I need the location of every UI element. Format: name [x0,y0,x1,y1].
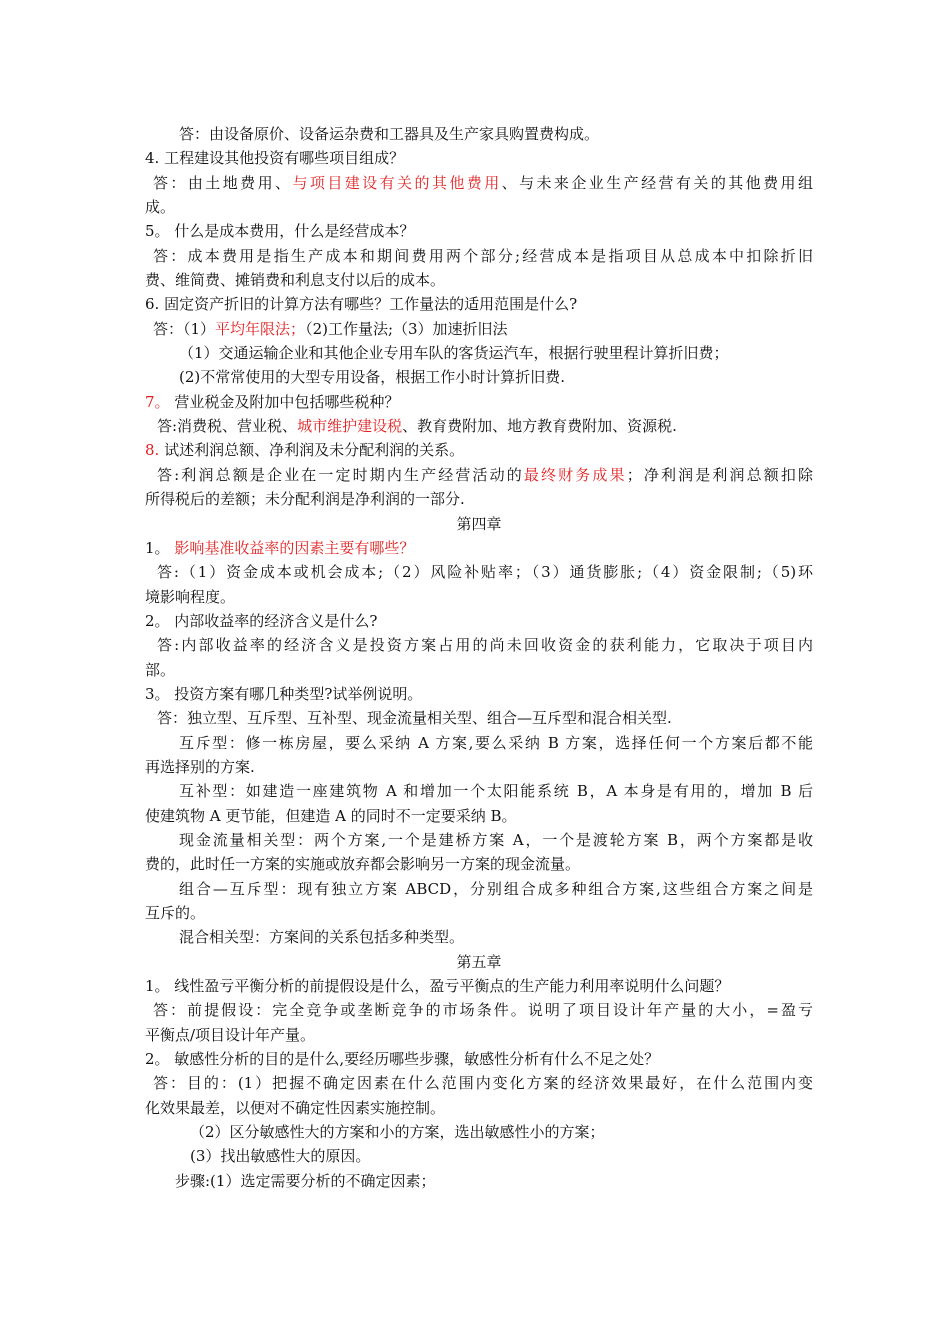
text-run: 费的，此时任一方案的实施或放弃都会影响另一方案的现金流量。 [145,855,581,874]
text-run: 组合—互斥型：现有独立方案 ABCD，分别组合成多种组合方案,这些组合方案之间是 [179,879,813,898]
text-line [145,852,813,876]
text-line [145,1047,813,1071]
text-run: （2)工作量法;（3）加速折旧法 [305,319,508,338]
text-run: （2）区分敏感性大的方案和小的方案，选出敏感性小的方案； [190,1123,605,1142]
text-line [145,1169,813,1193]
text-run: 所得税后的差额；未分配利润是净利润的一部分. [145,490,465,509]
text-line [145,633,813,657]
text-run: 2。 内部收益率的经济含义是什么? [145,611,378,630]
text-run: (3）找出敏感性大的原因。 [190,1147,371,1166]
text-line [145,171,813,195]
text-run: 答：由设备原价、设备运杂费和工器具及生产家具购置费构成。 [179,125,600,143]
text-run: 答:利润总额是企业在一定时期内生产经营活动的 [157,465,524,484]
text-line [145,268,813,292]
text-run: 部。 [145,660,176,679]
text-run: 、教育费附加、地方教育费附加、资源税. [402,417,677,436]
text-run: 再选择别的方案. [145,757,255,776]
text-line [145,560,813,584]
highlighted-text: 7。 [145,392,170,411]
text-line [145,341,813,365]
text-line [145,706,813,730]
text-run: 答：（1） [153,319,216,338]
text-run: 答：前提假设：完全竞争或垄断竞争的市场条件。说明了项目设计年产量的大小，=盈亏 [153,1001,813,1020]
text-line [145,463,813,487]
text-run: ；净利润是利润总额扣除 [626,465,813,484]
text-run: 第四章 [456,514,502,533]
text-line [145,1023,813,1047]
text-run: 答：成本费用是指生产成本和期间费用两个部分;经营成本是指项目从总成本中扣除折旧 [153,246,813,265]
text-run: 答：由土地费用、 [153,173,293,192]
text-run: 化效果最差，以便对不确定性因素实施控制。 [145,1098,446,1117]
text-run: 互斥的。 [145,904,206,922]
text-run: 1。 线性盈亏平衡分析的前提假设是什么，盈亏平衡点的生产能力利用率说明什么问题？ [145,977,730,996]
text-line [145,585,813,609]
text-line [145,1144,813,1168]
text-run: 混合相关型：方案间的关系包括多种类型。 [179,928,465,947]
text-line [145,609,813,633]
text-line [145,755,813,779]
text-line [145,244,813,268]
text-run: （1）交通运输企业和其他企业专用车队的客货运汽车，根据行驶里程计算折旧费； [179,344,729,363]
text-line [145,828,813,852]
chapter-heading [145,512,813,536]
text-run: (2)不常常使用的大型专用设备，根据工作小时计算折旧费. [179,368,566,387]
text-line [145,682,813,706]
text-run: 互补型：如建造一座建筑物 A 和增加一个太阳能系统 B，A 本身是有用的，增加 B 后 [179,782,813,801]
text-line [145,122,813,146]
text-line [145,390,813,414]
text-run: 试述利润总额、净利润及未分配利润的关系。 [159,441,465,460]
text-line [145,1071,813,1095]
highlighted-text: 影响基准收益率的因素主要有哪些？ [174,538,415,557]
text-run: 答：目的：(1）把握不确定因素在什么范围内变化方案的经济效果最好，在什么范围内变 [153,1074,813,1093]
text-line [145,1120,813,1144]
text-run: 答:（1）资金成本或机会成本;（2）风险补贴率；（3）通货膨胀;（4）资金限制;（5)环 [157,563,813,582]
text-line [145,219,813,243]
text-run: 互斥型：修一栋房屋，要么采纳 A 方案,要么采纳 B 方案，选择任何一个方案后都不能 [179,733,813,752]
text-run: 4. 工程建设其他投资有哪些项目组成？ [145,149,405,168]
text-line [145,146,813,170]
text-line [145,487,813,511]
text-line [145,998,813,1022]
highlighted-text: 8. [145,441,160,460]
text-run: 成。 [145,198,176,217]
highlighted-text: 城市维护建设税 [297,417,403,436]
text-line [145,877,813,901]
text-run: 步骤:(1）选定需要分析的不确定因素； [175,1171,436,1190]
text-run: 使建筑物 A 更节能，但建造 A 的同时不一定要采纳 B。 [145,806,517,825]
text-line [145,365,813,389]
text-run: 境影响程度。 [145,587,236,606]
chapter-heading [145,950,813,974]
text-line [145,195,813,219]
text-line [145,536,813,560]
text-line [145,317,813,341]
text-line [145,658,813,682]
highlighted-text: 与项目建设有关的其他费用 [292,173,502,192]
text-line [145,804,813,828]
text-run: 平衡点/项目设计年产量。 [145,1025,316,1044]
text-run: 2。 敏感性分析的目的是什么,要经历哪些步骤，敏感性分析有什么不足之处？ [145,1050,660,1069]
text-run: 第五章 [456,952,502,971]
text-line [145,414,813,438]
text-line [145,925,813,949]
text-run: 答:内部收益率的经济含义是投资方案占用的尚未回收资金的获利能力，它取决于项目内 [157,636,813,655]
text-run: 、与未来企业生产经营有关的其他费用组 [501,173,813,192]
text-line [145,731,813,755]
text-run: 答:消费税、营业税、 [157,417,298,436]
text-line [145,292,813,316]
text-run: 3。 投资方案有哪几种类型?试举例说明。 [145,684,423,703]
text-run: 现金流量相关型：两个方案,一个是建桥方案 A，一个是渡轮方案 B，两个方案都是收 [179,830,813,849]
text-line [145,438,813,462]
text-line [145,901,813,925]
text-line [145,779,813,803]
text-line [145,974,813,998]
text-run: 营业税金及附加中包括哪些税种？ [169,392,400,411]
highlighted-text: 平均年限法； [215,319,306,338]
highlighted-text: 最终财务成果 [523,465,627,484]
text-run: 答：独立型、互斥型、互补型、现金流量相关型、组合—互斥型和混合相关型. [157,709,672,728]
text-run: 6. 固定资产折旧的计算方法有哪些？工作量法的适用范围是什么? [145,295,578,314]
text-line [145,1096,813,1120]
text-run: 1。 [145,538,175,557]
text-run: 5。 什么是成本费用，什么是经营成本？ [145,222,415,241]
text-run: 费、维简费、摊销费和利息支付以后的成本。 [145,271,446,290]
document-body [145,122,813,1193]
